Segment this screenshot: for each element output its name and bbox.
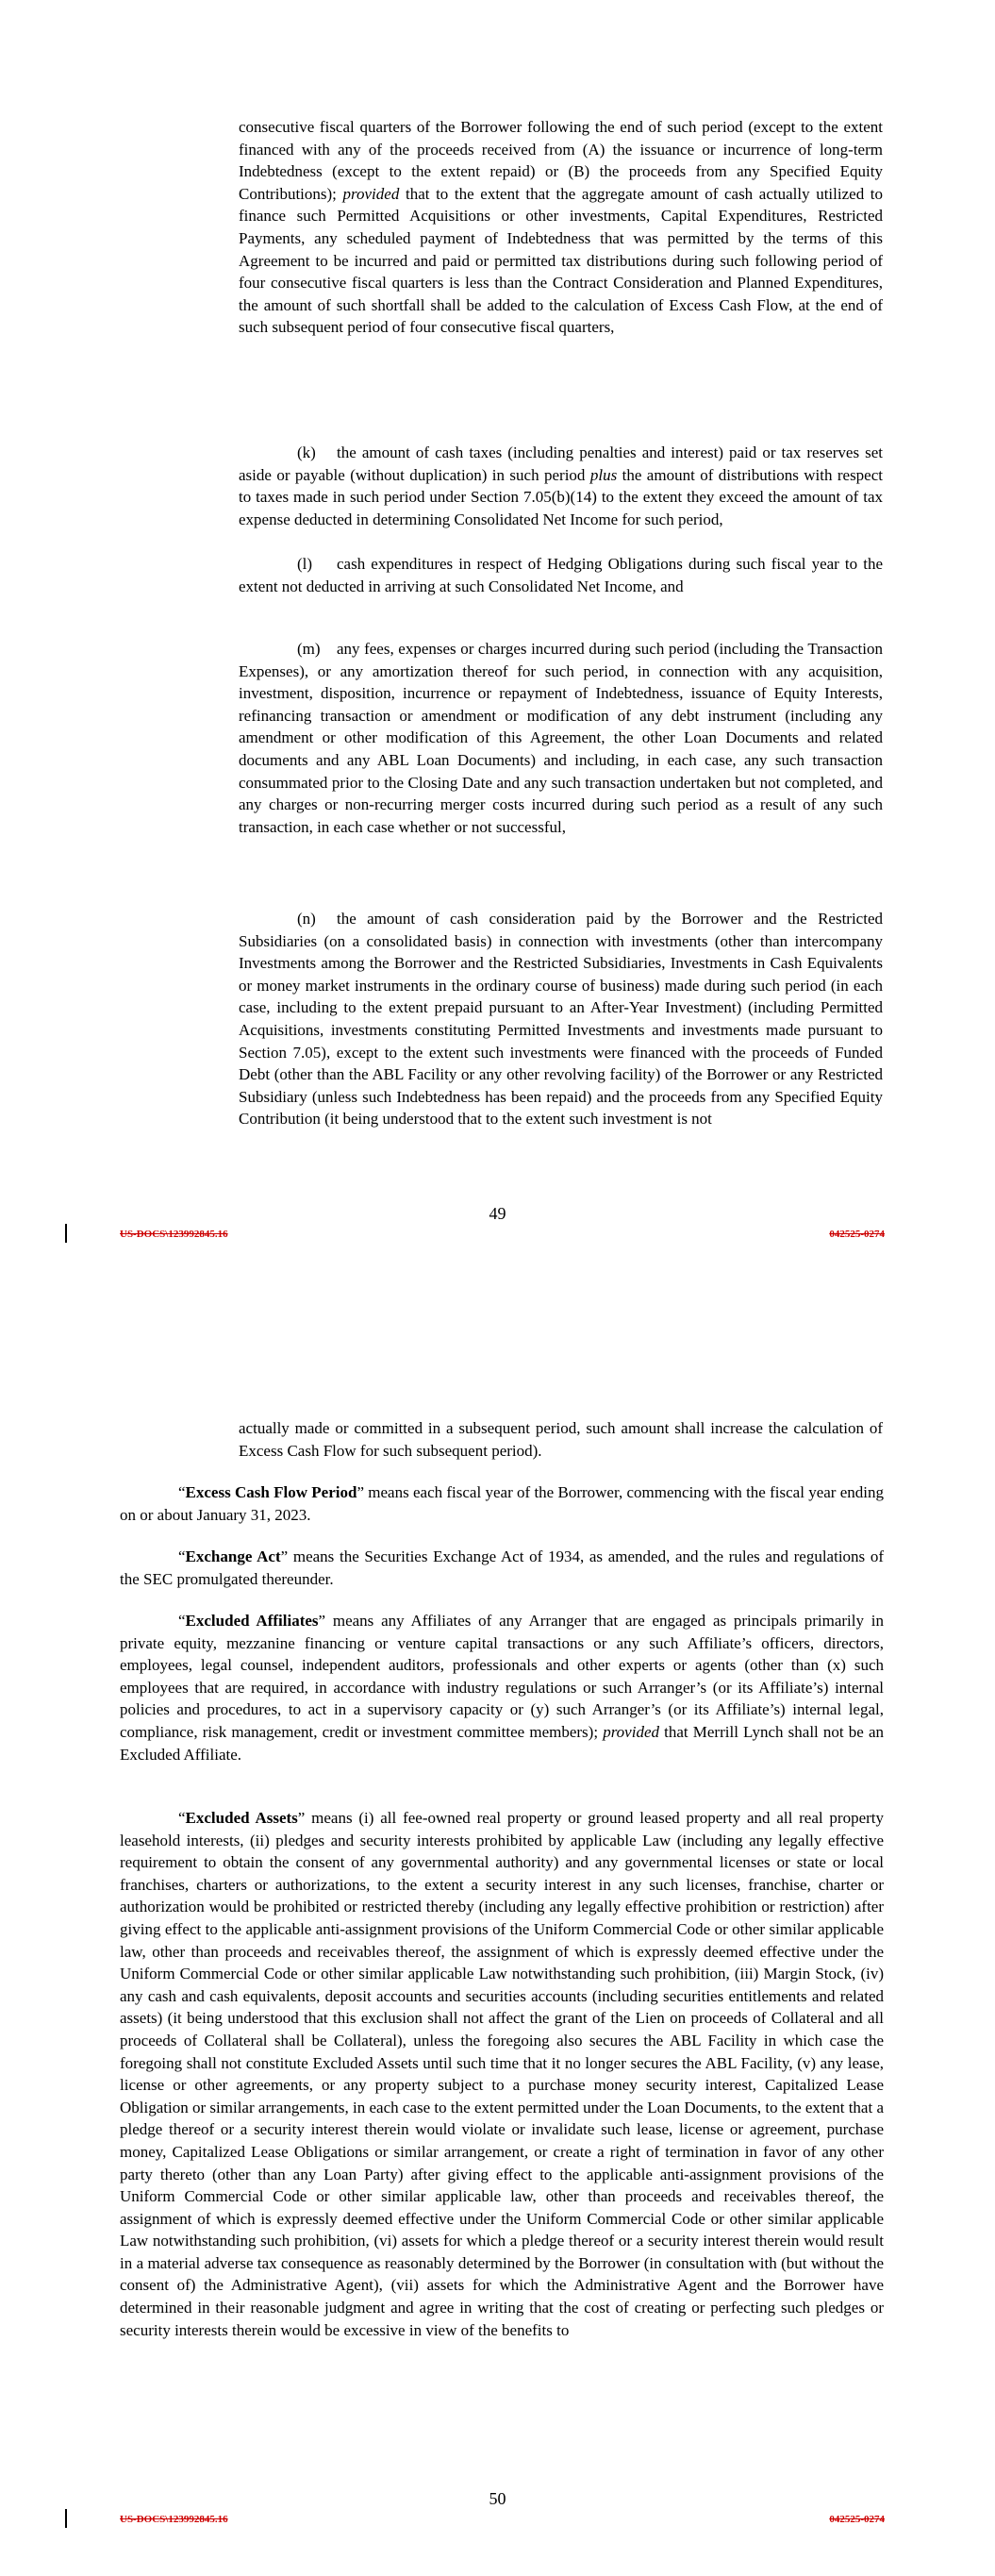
- clause-label-n: (n): [297, 910, 316, 928]
- italic-provided: provided: [342, 184, 400, 203]
- clause-label-m: (m): [297, 640, 321, 658]
- paragraph-j-continued: [239, 116, 883, 339]
- definition-exchange-act: “Exchange Act” means the Securities Exchange Act of 1934, as amended, and the rules and regulations of the SEC promulgated thereunder.: [120, 1547, 885, 1588]
- footer-matter-id: 042525-0274: [829, 1229, 885, 1240]
- paragraph-text: cash expenditures in respect of Hedging Obligations during such fiscal year to the extent not deducted in arriving at such Consolidated Net Income, and: [239, 555, 883, 595]
- footer-matter-id: 042525-0274: [829, 2514, 885, 2525]
- clause-label-k: (k): [297, 443, 316, 461]
- page-50: [0, 1293, 995, 2576]
- footer-doc-id: US-DOCS\123992845.16: [120, 1229, 228, 1240]
- clause-label-l: (l): [297, 555, 313, 573]
- defined-term: Exchange Act: [185, 1547, 281, 1565]
- paragraph-l: [239, 553, 883, 597]
- paragraph-text: the amount of cash taxes (including penalties and interest) paid or tax reserves set aside or payable (without duplication) in such period: [239, 443, 883, 484]
- paragraph-text: actually made or committed in a subsequent period, such amount shall increase the calculation of Excess Cash Flow for such subsequent period).: [239, 1419, 883, 1460]
- paragraph-n-continued: [239, 1417, 883, 1462]
- definition-text: means (i) all fee-owned real property or ground leased property and all real property leasehold interests, (ii) pledges and security interests prohibited by applicable Law (including any legally effective requirement to obtain the consent of any governmental authority) and any governmental licenses or state or local franchises, charters or authorizations, to the extent a security interest in any such licenses, franchise, charter or authorization would be prohibited or restricted thereby (including any legally effective prohibition or restriction) after giving effect to the applicable anti-assignment provisions of the Uniform Commercial Code or other similar applicable law, other than proceeds and receivables thereof, the assignment of which is expressly deemed effective under the Uniform Commercial Code or other similar applicable Law notwithstanding such prohibition, (iii) Margin Stock, (iv) any cash and cash equivalents, deposit accounts and securities accounts (including securities entitlements and related assets) (it being understood that this exclusion shall not affect the grant of the Lien on proceeds of Collateral and all proceeds of Collateral shall be Collateral), unless the foregoing also secures the ABL Facility in which case the foregoing shall not constitute Excluded Assets until such time that it no longer secures the ABL Facility, (v) any lease, license or other agreements, or any property subject to a purchase money security interest, Capitalized Lease Obligation or similar arrangements, in each case to the extent permitted under the Loan Documents, to the extent that a pledge thereof or a security interest therein would violate or invalidate such lease, license or agreement, purchase money, Capitalized Lease Obligations or similar arrangement, or create a right of termination in favor of any other party thereto (other than any Loan Party) after giving effect to the applicable anti-assignment provisions of the Uniform Commercial Code or other similar applicable law, other than proceeds and receivables thereof, the assignment of which is expressly deemed effective under the Uniform Commercial Code or other similar applicable Law notwithstanding such prohibition, (vi) assets for which a pledge thereof or a security interest therein would result in a material adverse tax consequence as reasonably determined by the Borrower (in consultation with (but without the consent of) the Administrative Agent), (vii) assets for which the Administrative Agent and the Borrower have determined in their reasonable judgment and agree in writing that the cost of creating or perfecting such pledges or security interests therein would be excessive in view of the benefits to: [120, 1809, 885, 2339]
- paragraph-m: [239, 638, 883, 838]
- paragraph-text: the amount of cash consideration paid by the Borrower and the Restricted Subsidiaries (on a consolidated basis) in connection with investments (other than intercompany Investments among the Borrower and the Restricted Subsidiaries, Investments in Cash Equivalents or money market instruments in the ordinary course of business) made during such period (in each case, including to the extent prepaid pursuant to an After-Year Investment) (including Permitted Acquisitions, investments constituting Permitted Investments and investments made pursuant to Section 7.05), except to the extent such investments were financed with the proceeds of Funded Debt (other than the ABL Facility or any other revolving facility) of the Borrower or any Restricted Subsidiary (unless such Indebtedness has been repaid) and the proceeds from any Specified Equity Contribution (it being understood that to the extent such investment is not: [239, 910, 883, 1129]
- page-number: 50: [489, 2489, 506, 2508]
- paragraph-text: that to the extent that the aggregate amount of cash actually utilized to finance such Permitted Acquisitions or other investments, Capital Expenditures, Restricted Payments, any scheduled payment of Indebtedness that was permitted by the terms of this Agreement to be incurred and paid or permitted tax distributions during such following period of four consecutive fiscal quarters is less than the Contract Consideration and Planned Expenditures, the amount of such shortfall shall be added to the calculation of Excess Cash Flow, at the end of such subsequent period of four consecutive fiscal quarters,: [239, 184, 884, 337]
- paragraph-n: [239, 908, 883, 1130]
- definition-text: means the Securities Exchange Act of 1934, as amended, and the rules and regulations of the SEC promulgated thereunder.: [120, 1547, 885, 1588]
- definition-excess-cash-flow-period: “Excess Cash Flow Period” means each fiscal year of the Borrower, commencing with the fiscal year ending on or about January 31, 2023.: [120, 1483, 885, 1524]
- defined-term: Excess Cash Flow Period: [185, 1483, 357, 1501]
- paragraph-text: any fees, expenses or charges incurred during such period (including the Transaction Expenses), or any amortization thereof for such period, in connection with any acquisition, investment, disposition, incurrence or repayment of Indebtedness, issuance of Equity Interests, refinancing transaction or amendment or modification of any debt instrument (including any amendment or other modification of this Agreement, the other Loan Documents and related documents and any ABL Loan Documents) and including, in each case, any such transaction consummated prior to the Closing Date and any such transaction undertaken but not completed, and any charges or non-recurring merger costs incurred during such period as a result of any such transaction, in each case whether or not successful,: [239, 640, 883, 836]
- page-number: 49: [489, 1204, 506, 1223]
- paragraph-text: consecutive fiscal quarters of the Borrower following the end of such period (except to the extent financed with any of the proceeds received from (A) the issuance or incurrence of long-term Indebtedness (except to the extent repaid) or (B) the proceeds from any Specified Equity Contributions);: [239, 118, 883, 203]
- change-bar: [65, 2509, 67, 2528]
- definition-text: means each fiscal year of the Borrower, commencing with the fiscal year ending on or about January 31, 2023.: [120, 1483, 885, 1524]
- defined-term: Excluded Assets: [185, 1809, 298, 1827]
- italic-plus: plus: [589, 465, 618, 484]
- footer-doc-id: US-DOCS\123992845.16: [120, 2514, 228, 2525]
- italic-provided: provided: [603, 1722, 659, 1741]
- defined-term: Excluded Affiliates: [185, 1612, 319, 1630]
- definition-excluded-affiliates: “Excluded Affiliates” means any Affiliates of any Arranger that are engaged as principals primarily in private equity, mezzanine financing or venture capital transactions or any such Affiliate’s officers, directors, employees, legal counsel, independent auditors, professionals and other experts or agents (other than (x) such employees that are required, in accordance with industry regulations or such Arranger’s (or its Affiliate’s) internal policies and procedures, to act in a supervisory capacity or (y) such Arranger’s (or its Affiliate’s) internal legal, compliance, risk management, credit or investment committee members); provided that Merrill Lynch shall not be an Excluded Affiliate.: [120, 1612, 885, 1764]
- paragraph-k: [239, 442, 883, 530]
- definition-text: means any Affiliates of any Arranger that are engaged as principals primarily in private equity, mezzanine financing or venture capital transactions or any such Affiliate’s officers, directors, employees, legal counsel, independent auditors, professionals and other experts or agents (other than (x) such employees that are required, in accordance with industry regulations or such Arranger’s (or its Affiliate’s) internal policies and procedures, to act in a supervisory capacity or (y) such Arranger’s (or its Affiliate’s) internal legal, compliance, risk management, credit or investment committee members);: [120, 1612, 885, 1741]
- paragraph-text: the amount of distributions with respect to taxes made in such period under Section 7.05(b)(14) to the extent they exceed the amount of tax expense deducted in determining Consolidated Net Income for such period,: [239, 465, 883, 528]
- definition-excluded-assets: “Excluded Assets” means (i) all fee-owned real property or ground leased property and all real property leasehold interests, (ii) pledges and security interests prohibited by applicable Law (including any legally effective requirement to obtain the consent of any governmental authority) and any governmental licenses or state or local franchises, charters or authorizations, to the extent a security interest in any such licenses, franchise, charter or authorization would be prohibited or restricted thereby (including any legally effective prohibition or restriction) after giving effect to the applicable anti-assignment provisions of the Uniform Commercial Code or other similar applicable law, other than proceeds and receivables thereof, the assignment of which is expressly deemed effective under the Uniform Commercial Code or other similar applicable Law notwithstanding such prohibition, (iii) Margin Stock, (iv) any cash and cash equivalents, deposit accounts and securities accounts (including securities entitlements and related assets) (it being understood that this exclusion shall not affect the grant of the Lien on proceeds of Collateral and all proceeds of Collateral shall be Collateral), unless the foregoing also secures the ABL Facility in which case the foregoing shall not constitute Excluded Assets until such time that it no longer secures the ABL Facility, (v) any lease, license or other agreements, or any property subject to a purchase money security interest, Capitalized Lease Obligation or similar arrangements, in each case to the extent permitted under the Loan Documents, to the extent that a pledge thereof or a security interest therein would violate or invalidate such lease, license or agreement, purchase money, Capitalized Lease Obligations or similar arrangement, or create a right of termination in favor of any other party thereto (other than any Loan Party) after giving effect to the applicable anti-assignment provisions of the Uniform Commercial Code or other similar applicable law, other than proceeds and receivables thereof, the assignment of which is expressly deemed effective under the Uniform Commercial Code or other similar applicable Law notwithstanding such prohibition, (vi) assets for which a pledge thereof or a security interest therein would result in a material adverse tax consequence as reasonably determined by the Borrower (in consultation with (but without the consent of) the Administrative Agent), (vii) assets for which the Administrative Agent and the Borrower have determined in their reasonable judgment and agree in writing that the cost of creating or perfecting such pledges or security interests therein would be excessive in view of the benefits to: [120, 1809, 885, 2339]
- definition-text: that Merrill Lynch shall not be an Excluded Affiliate.: [120, 1722, 884, 1764]
- change-bar: [65, 1224, 67, 1243]
